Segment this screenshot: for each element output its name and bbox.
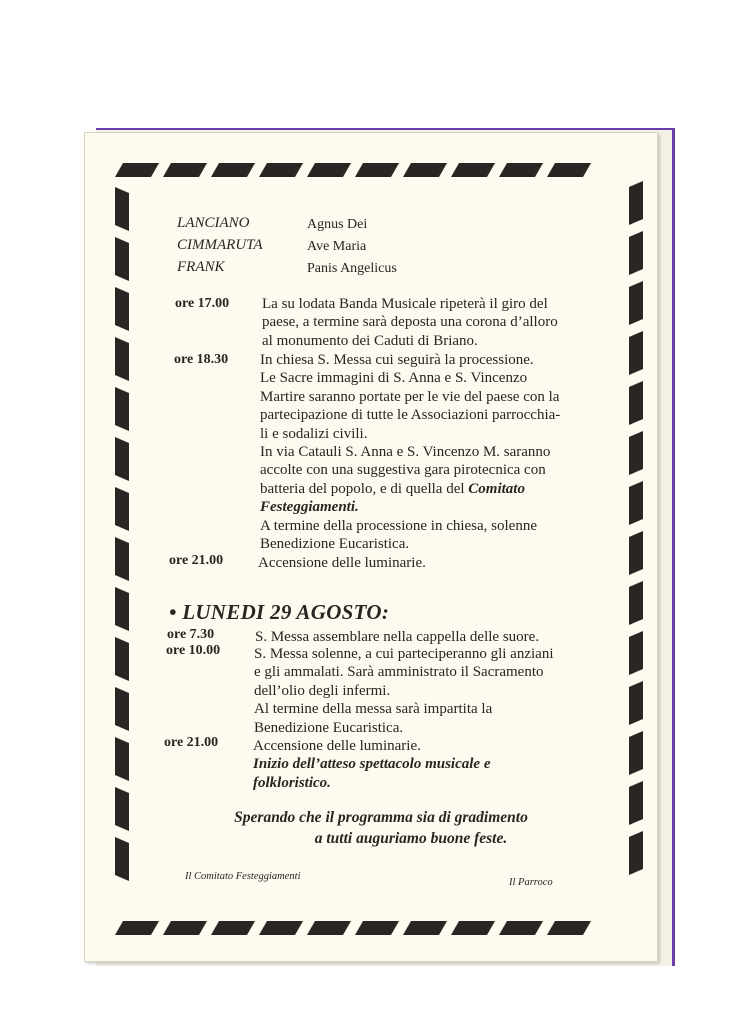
frame-dash bbox=[115, 687, 129, 731]
time-0730: ore 7.30 bbox=[167, 627, 215, 642]
comitato-emphasis: Comitato bbox=[468, 480, 525, 497]
frame-dash bbox=[629, 581, 643, 625]
frame-dash bbox=[115, 537, 129, 581]
frame-dash bbox=[211, 921, 255, 935]
event-1700 bbox=[262, 295, 622, 350]
event-2100-day2 bbox=[253, 737, 625, 792]
event-line: paese, a termine sarà deposta una corona d’alloro bbox=[262, 314, 558, 331]
frame-dash bbox=[115, 237, 129, 281]
event-line: al monumento dei Caduti di Briano. bbox=[262, 332, 478, 349]
frame-dash bbox=[629, 231, 643, 275]
frame-dash bbox=[115, 337, 129, 381]
frame-dash bbox=[115, 637, 129, 681]
signature-comitato: Il Comitato Festeggiamenti bbox=[185, 871, 301, 882]
event-line: Accensione delle luminarie. bbox=[258, 555, 426, 571]
closing-line: Sperando che il programma sia di gradimento bbox=[234, 809, 528, 826]
frame-dash bbox=[629, 481, 643, 525]
day2-heading-text: LUNEDI 29 AGOSTO: bbox=[182, 600, 390, 624]
frame-dash bbox=[355, 163, 399, 177]
frame-dash bbox=[163, 163, 207, 177]
event-line: Al termine della messa sarà impartita la bbox=[254, 701, 493, 718]
closing-line: a tutti auguriamo buone feste. bbox=[314, 830, 508, 847]
frame-dash bbox=[629, 431, 643, 475]
event-line: Le Sacre immagini di S. Anna e S. Vincenzo bbox=[260, 370, 528, 387]
frame-dash bbox=[451, 163, 495, 177]
frame-dash bbox=[163, 921, 207, 935]
frame-dash bbox=[547, 163, 591, 177]
frame-dash bbox=[115, 787, 129, 831]
frame-dash bbox=[629, 831, 643, 875]
frame-dash bbox=[629, 281, 643, 325]
day2-heading: • LUNEDI 29 AGOSTO: bbox=[169, 600, 390, 624]
event-line: In via Catauli S. Anna e S. Vincenzo M. saranno bbox=[260, 444, 551, 461]
frame-dash bbox=[115, 287, 129, 331]
event-1830 bbox=[260, 351, 625, 553]
event-line: partecipazione di tutte le Associazioni parrocchia- bbox=[260, 407, 561, 424]
frame-dash bbox=[403, 163, 447, 177]
time-1700: ore 17.00 bbox=[175, 296, 230, 311]
event-2100-day1 bbox=[258, 554, 618, 572]
frame-dash bbox=[451, 921, 495, 935]
frame-dash bbox=[259, 163, 303, 177]
frame-dash bbox=[629, 331, 643, 375]
time-1830: ore 18.30 bbox=[174, 352, 229, 367]
event-line: e gli ammalati. Sarà amministrato il Sacramento bbox=[254, 664, 544, 681]
time-2100-day2: ore 21.00 bbox=[164, 735, 219, 750]
frame-dash bbox=[403, 921, 447, 935]
frame-dash bbox=[115, 737, 129, 781]
spettacolo-emphasis: Inizio dell’atteso spettacolo musicale e bbox=[253, 756, 491, 773]
frame-dash bbox=[629, 381, 643, 425]
event-line: S. Messa solenne, a cui parteciperanno gli anziani bbox=[254, 646, 554, 662]
frame-dash bbox=[115, 837, 129, 881]
frame-dash bbox=[629, 781, 643, 825]
frame-dash bbox=[307, 163, 351, 177]
frame-dash bbox=[115, 921, 159, 935]
frame-dash bbox=[115, 187, 129, 231]
frame-dash bbox=[547, 921, 591, 935]
frame-dash bbox=[499, 163, 543, 177]
closing-wishes bbox=[181, 807, 581, 849]
spettacolo-emphasis: folkloristico. bbox=[253, 774, 331, 791]
signature-parroco: Il Parroco bbox=[509, 877, 553, 888]
frame-dash bbox=[307, 921, 351, 935]
frame-dash bbox=[629, 181, 643, 225]
frame-dash bbox=[629, 681, 643, 725]
frame-dash bbox=[115, 587, 129, 631]
event-line: A termine della processione in chiesa, solenne bbox=[260, 517, 537, 534]
program-page bbox=[84, 132, 658, 962]
piece-agnus-dei: Agnus Dei bbox=[307, 217, 368, 232]
festeggiamenti-emphasis: Festeggiamenti. bbox=[260, 499, 359, 516]
frame-dash bbox=[355, 921, 399, 935]
composer-frank: FRANK bbox=[177, 259, 225, 275]
time-2100-day1: ore 21.00 bbox=[169, 553, 224, 568]
event-line: li e sodalizi civili. bbox=[260, 425, 368, 442]
frame-dash bbox=[499, 921, 543, 935]
event-line-text: batteria del popolo, e di quella del bbox=[260, 480, 465, 497]
frame-dash bbox=[629, 731, 643, 775]
event-line: Accensione delle luminarie. bbox=[253, 738, 421, 754]
event-line: Benedizione Eucaristica. bbox=[254, 719, 404, 736]
event-line: accolte con una suggestiva gara pirotecnica con bbox=[260, 462, 546, 479]
event-line: dell’olio degli infermi. bbox=[254, 682, 391, 699]
frame-dash bbox=[259, 921, 303, 935]
event-line: Martire saranno portate per le vie del paese con la bbox=[260, 388, 560, 405]
event-0730 bbox=[255, 628, 625, 646]
event-line: Benedizione Eucaristica. bbox=[260, 536, 410, 553]
event-line: La su lodata Banda Musicale ripeterà il giro del bbox=[262, 296, 548, 312]
frame-dash bbox=[115, 387, 129, 431]
event-line: In chiesa S. Messa cui seguirà la processione. bbox=[260, 352, 534, 368]
frame-dash bbox=[115, 163, 159, 177]
piece-ave-maria: Ave Maria bbox=[307, 239, 367, 254]
event-line: S. Messa assemblare nella cappella delle suore. bbox=[255, 629, 540, 645]
frame-dash bbox=[629, 531, 643, 575]
event-line bbox=[260, 480, 625, 498]
composer-cimmaruta: CIMMARUTA bbox=[177, 237, 263, 253]
piece-panis-angelicus: Panis Angelicus bbox=[307, 261, 397, 276]
frame-dash bbox=[211, 163, 255, 177]
composer-lanciano: LANCIANO bbox=[177, 215, 250, 231]
frame-dash bbox=[629, 631, 643, 675]
frame-dash bbox=[115, 487, 129, 531]
time-1000: ore 10.00 bbox=[166, 643, 221, 658]
frame-dash bbox=[115, 437, 129, 481]
event-1000 bbox=[254, 645, 626, 737]
